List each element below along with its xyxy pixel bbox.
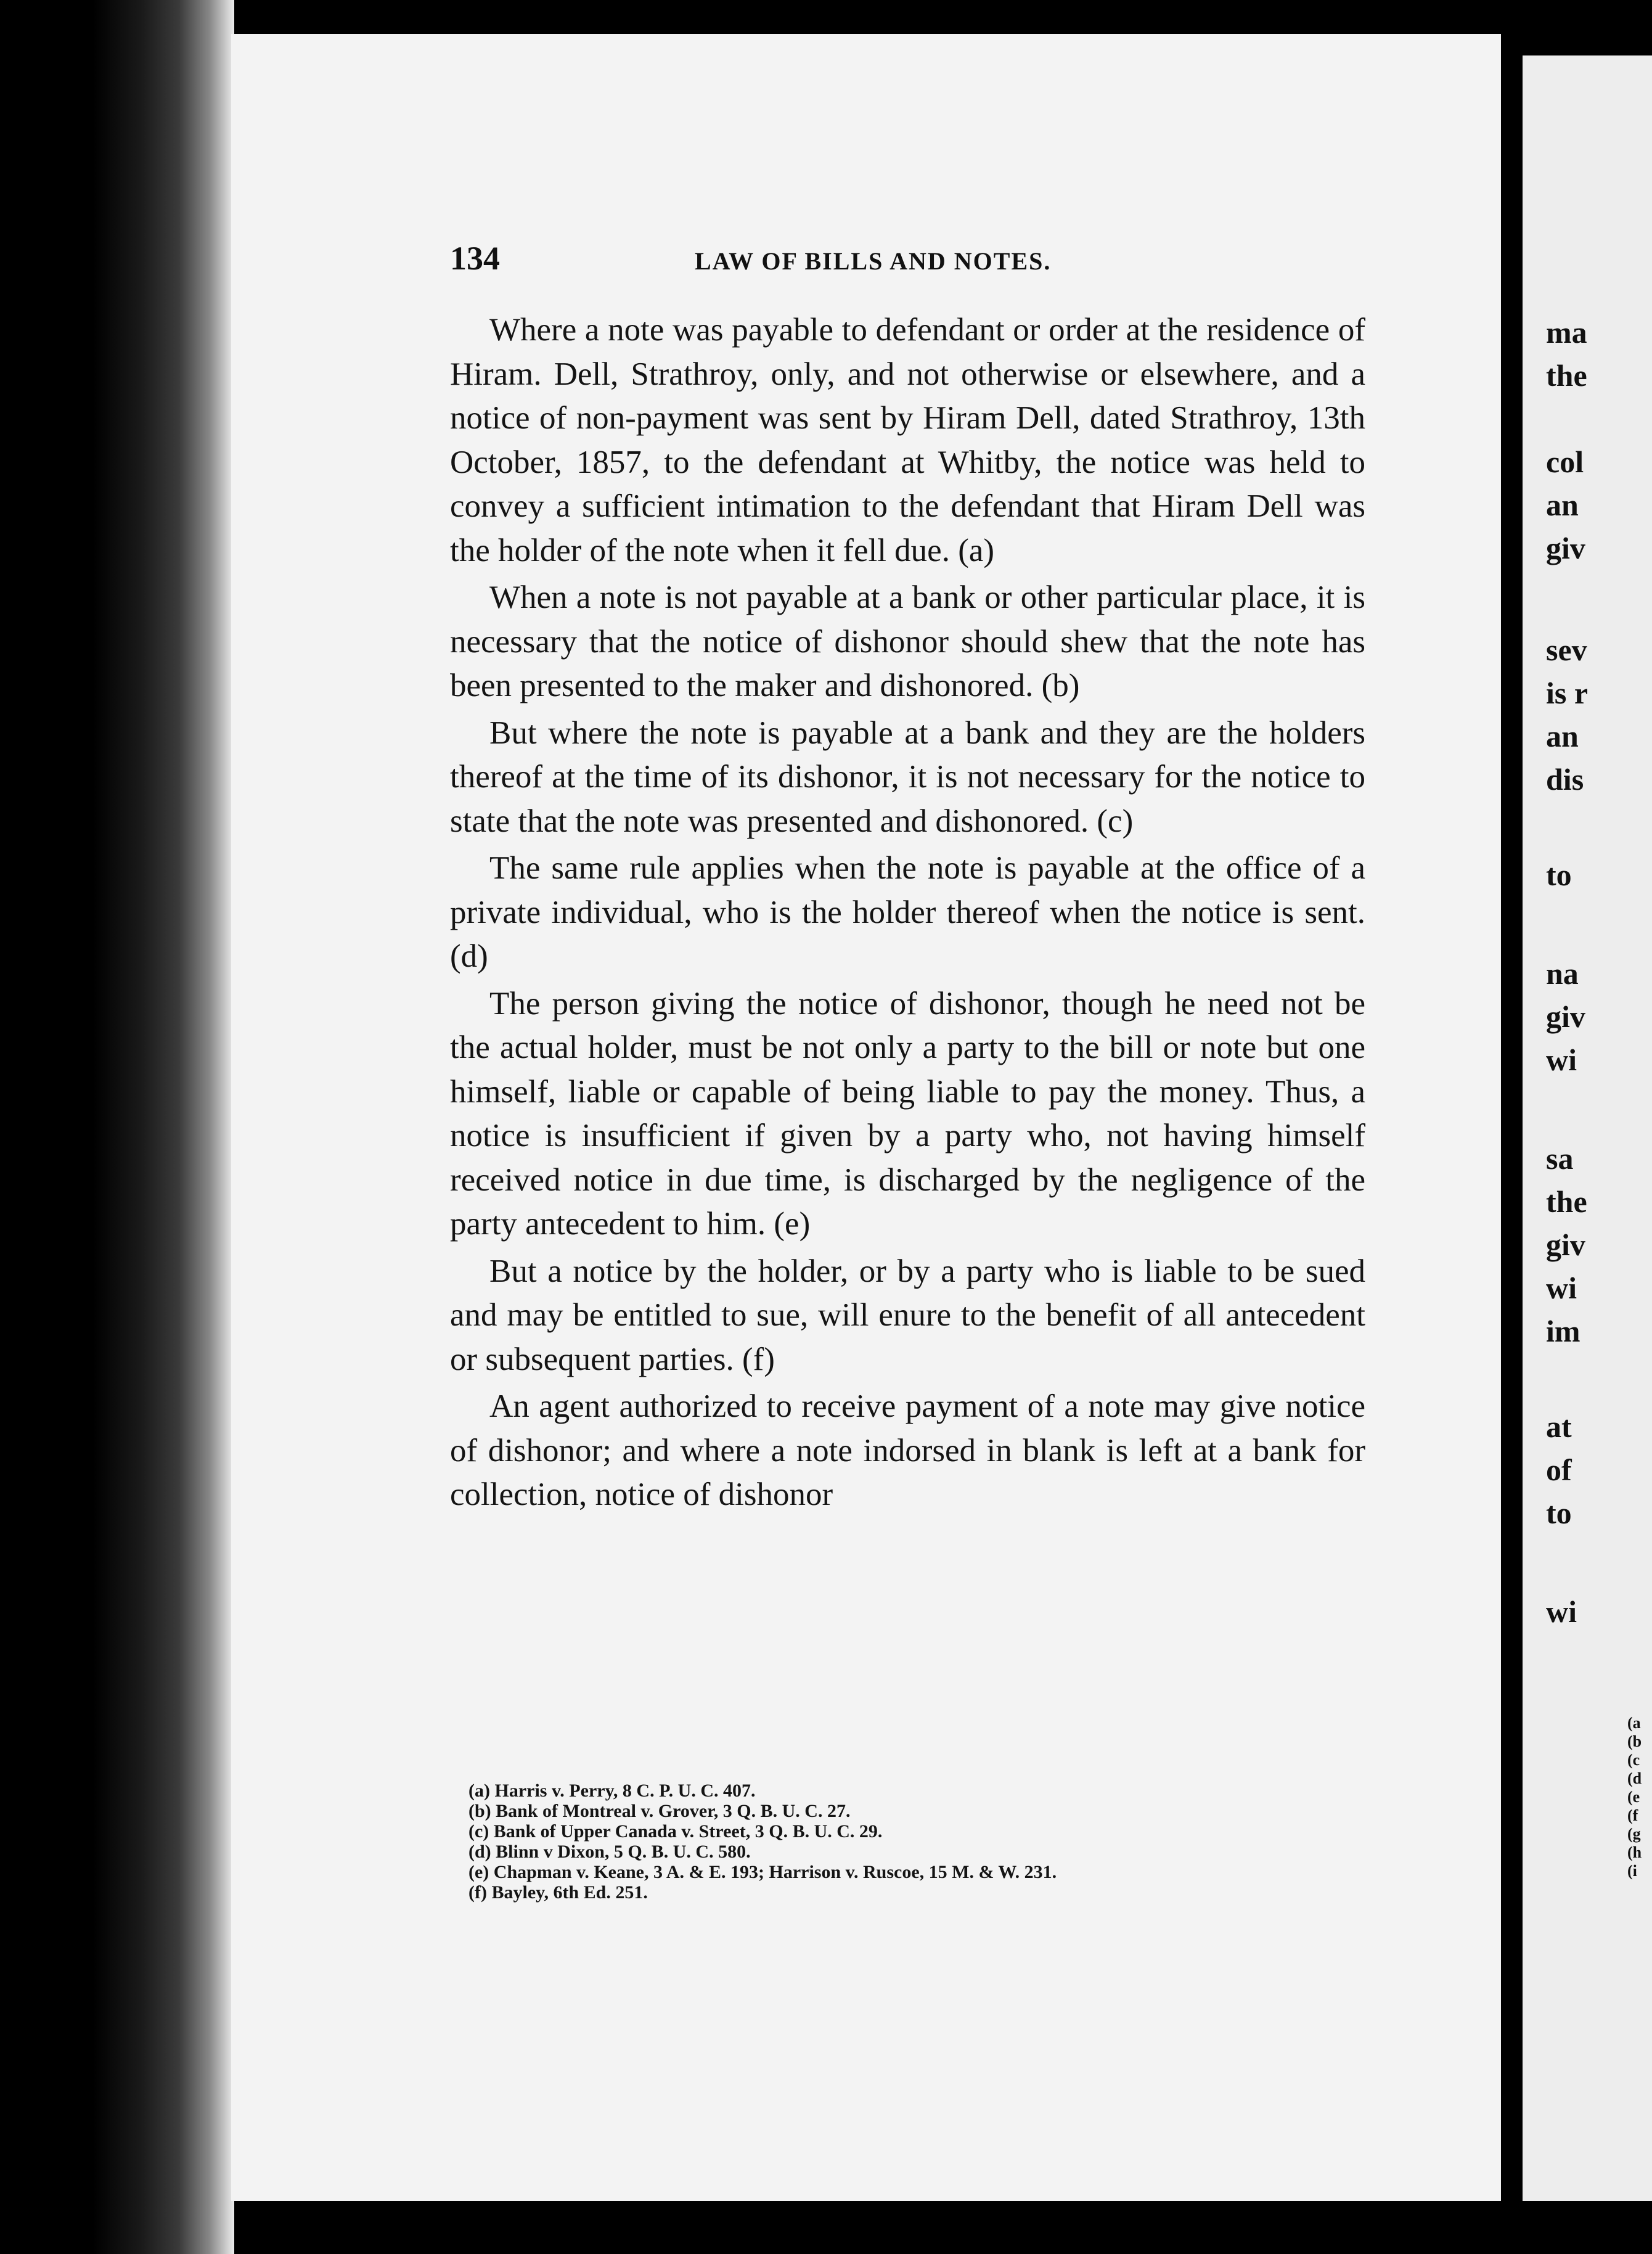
page-number: 134 <box>450 240 500 277</box>
next-page-fragment: giv <box>1546 1227 1585 1262</box>
next-page-footnote-marker: (g <box>1627 1825 1641 1843</box>
paragraph: The person giving the notice of dishonor, though he need not be the actual holder, must be not only a party to the bill or note but one himself, liable or capable of being liable to pay the money. Thus, a notice is insufficient if given by a party who, not having himself received notice in due time, is discharged by the negligence of the party antecedent to him. (e) <box>450 985 1365 1242</box>
next-page-fragment: at <box>1546 1409 1572 1444</box>
footnote: (b) Bank of Montreal v. Grover, 3 Q. B. U. C. 27. <box>468 1801 851 1821</box>
paragraph: But where the note is payable at a bank and they are the holders thereof at the time of its dishonor, it is not necessary for the notice to state that the note was presented and dishonored. (c) <box>450 715 1365 839</box>
paragraph: But a notice by the holder, or by a party who is liable to be sued and may be entitled to sue, will enure to the benefit of all antecedent or subsequent parties. (f) <box>450 1253 1365 1377</box>
next-page-footnote-marker: (c <box>1627 1751 1640 1769</box>
page-gutter <box>1501 34 1523 2201</box>
footnote: (d) Blinn v Dixon, 5 Q. B. U. C. 580. <box>468 1842 751 1862</box>
footnote: (f) Bayley, 6th Ed. 251. <box>468 1882 648 1903</box>
next-page-fragment: col <box>1546 445 1584 479</box>
paragraph: Where a note was payable to defendant or order at the residence of Hiram. Dell, Strathroy, only, and not otherwise or elsewhere, and a notice of non-payment was sent by Hiram Dell, dated Strathroy, 13th October, 1857, to the defendant at Whitby, the notice was held to convey a sufficient intimation to the defendant that Hiram Dell was the holder of the note when it fell due. (a) <box>450 312 1365 568</box>
next-page-fragment: wi <box>1546 1271 1577 1305</box>
next-page-footnote-marker: (b <box>1627 1732 1642 1750</box>
next-page-fragment: the <box>1546 1184 1587 1219</box>
next-page-edge <box>1523 55 1652 2201</box>
running-head <box>450 239 1365 282</box>
next-page-footnote-marker: (e <box>1627 1788 1640 1806</box>
next-page-fragment: to <box>1546 858 1572 892</box>
next-page-footnote-marker: (a <box>1627 1714 1641 1732</box>
next-page-fragment: to <box>1546 1496 1572 1530</box>
next-page-fragment: is r <box>1546 676 1589 710</box>
next-page-fragment: an <box>1546 488 1579 522</box>
footnotes <box>468 1781 1331 1903</box>
next-page-footnote-marker: (h <box>1627 1843 1642 1861</box>
next-page-fragment: ma <box>1546 315 1587 350</box>
body-text <box>450 308 1365 1520</box>
next-page-fragment: sa <box>1546 1141 1574 1176</box>
next-page-fragment: sev <box>1546 633 1587 667</box>
next-page-fragment: giv <box>1546 999 1585 1034</box>
next-page-fragment: wi <box>1546 1594 1577 1629</box>
running-title: LAW OF BILLS AND NOTES. <box>695 247 1052 275</box>
next-page-fragment: dis <box>1546 762 1584 797</box>
next-page-fragment: an <box>1546 719 1579 753</box>
next-page-fragment: giv <box>1546 531 1585 565</box>
next-page-fragment: im <box>1546 1314 1580 1348</box>
next-page-fragment: na <box>1546 956 1579 991</box>
film-border-left <box>0 0 234 2254</box>
paragraph: An agent authorized to receive payment of a note may give notice of dishonor; and where a note indorsed in blank is left at a bank for collection, notice of dishonor <box>450 1388 1365 1512</box>
next-page-footnote-marker: (i <box>1627 1862 1637 1880</box>
next-page-fragment: the <box>1546 358 1587 393</box>
footnote: (c) Bank of Upper Canada v. Street, 3 Q. B. U. C. 29. <box>468 1821 883 1842</box>
next-page-fragment: of <box>1546 1453 1572 1487</box>
paragraph: When a note is not payable at a bank or other particular place, it is necessary that the notice of dishonor should shew that the note has been presented to the maker and dishonored. (b) <box>450 580 1365 703</box>
next-page-footnote-marker: (d <box>1627 1769 1642 1787</box>
footnote: (a) Harris v. Perry, 8 C. P. U. C. 407. <box>468 1781 756 1801</box>
next-page-footnote-marker: (f <box>1627 1806 1638 1824</box>
paragraph: The same rule applies when the note is payable at the office of a private individual, who is the holder thereof when the notice is sent. (d) <box>450 850 1365 974</box>
footnote: (e) Chapman v. Keane, 3 A. & E. 193; Harrison v. Ruscoe, 15 M. & W. 231. <box>468 1862 1057 1882</box>
next-page-fragment: wi <box>1546 1043 1577 1077</box>
